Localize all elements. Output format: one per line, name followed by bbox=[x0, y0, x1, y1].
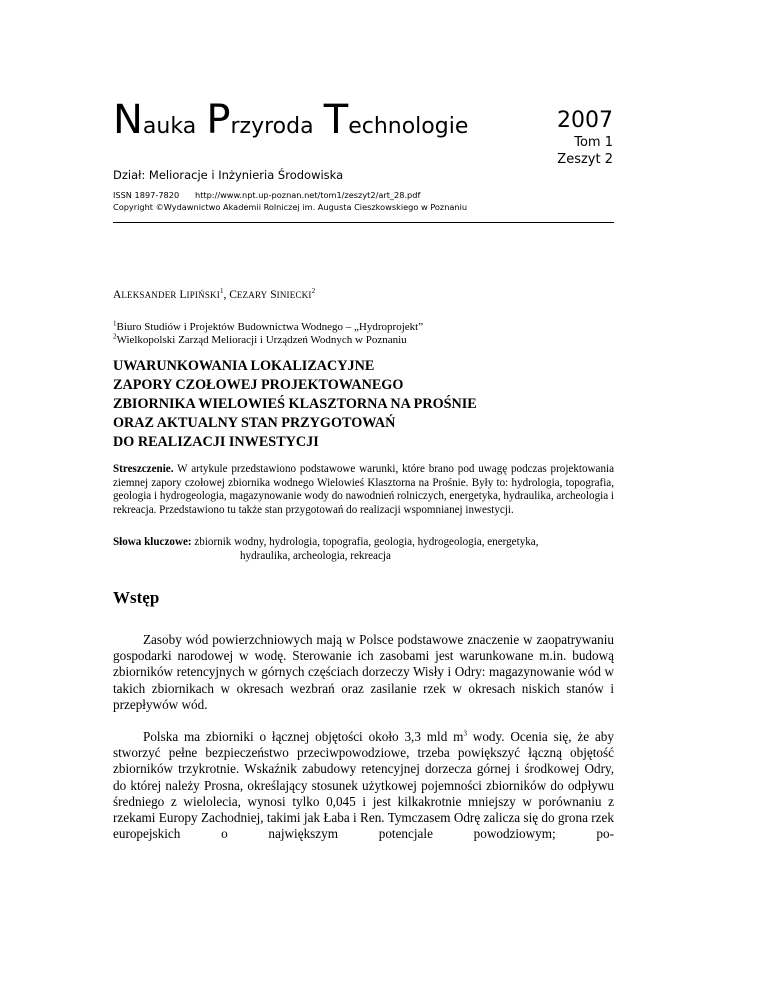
affiliation-2: $^2$Wielkopolski Zarząd Melioracji i Urządzeń Wodnych w Poznaniu bbox=[113, 332, 407, 346]
affiliations bbox=[113, 321, 423, 347]
journal-initial-p: P bbox=[206, 97, 231, 143]
keywords-line-2: hydraulika, archeologia, rekreacja bbox=[240, 549, 391, 562]
section-heading: Wstęp bbox=[113, 588, 160, 607]
article-url[interactable]: http://www.npt.up-poznan.net/tom1/zeszyt2/art_28.pdf bbox=[195, 190, 421, 200]
article-title bbox=[113, 357, 477, 452]
issue-info bbox=[557, 108, 613, 168]
keywords bbox=[113, 536, 614, 563]
journal-year: 2007 bbox=[557, 108, 613, 133]
publication-meta bbox=[113, 189, 467, 213]
issn: ISSN 1897-7820 bbox=[113, 190, 180, 200]
header-divider bbox=[113, 222, 614, 223]
superscript-3: 3 bbox=[463, 729, 467, 738]
affiliation-1: $^1$Biuro Studiów i Projektów Budownictwa Wodnego – „Hydroprojekt” bbox=[113, 319, 424, 333]
abstract-text: W artykule przedstawiono podstawowe warunki, które brano pod uwagę podczas projektowania ziemnej zapory czołowej zbiornika wodnego Wielowieś Klasztorna na Prośnie. Były to: hydrologia, topografia, geologia i hydrogeologia, magazynowanie wody do nawodnień rolniczych, energetyka, hydraulika, archeologia i rekreacja. Przedstawiono tu także stan przygotowań do realizacji wspomnianej inwestycji. bbox=[113, 463, 615, 516]
journal-initial-t: T bbox=[323, 97, 349, 143]
journal-word-rest-3: echnologie bbox=[348, 114, 469, 139]
keywords-label: Słowa kluczowe: bbox=[113, 536, 192, 548]
body-paragraph-2: Polska ma zbiorniki o łącznej objętości około 3,3 mld $m^3$ wody. Ocenia się, że aby stworzyć pełne bezpieczeństwo przeciwpowodziowe, trzeba powiększyć łączną objętość zbiorników trzykrotnie. Wskaźnik zabudowy retencyjnej dorzecza górnej i środkowej Odry, do której należy Prosna, określający stosunek użytkowej pojemności zbiorników do odpływu średniego z wielolecia, wynosi tylko 0,045 i jest kilkakrotnie mniejszy w porównaniu z rzekami Europy Zachodniej, takimi jak Łaba i Ren. Tymczasem Odrę zalicza się do grona rzek europejskich o największym potencjale powodziowym; po- bbox=[113, 729, 614, 842]
title-line: ZAPORY CZOŁOWEJ PROJEKTOWANEGO bbox=[113, 377, 404, 393]
title-line: DO REALIZACJI INWESTYCJI bbox=[113, 434, 319, 450]
author-2: CEZARY SINIECKI$^2$ bbox=[229, 287, 316, 301]
copyright: Copyright ©Wydawnictwo Akademii Rolniczej im. Augusta Cieszkowskiego w Poznaniu bbox=[113, 202, 468, 212]
abstract bbox=[113, 463, 614, 517]
title-line: UWARUNKOWANIA LOKALIZACYJNE bbox=[113, 358, 375, 374]
authors: ALEKSANDER LIPIŃSKI$^1$, CEZARY SINIECKI$^2$ bbox=[113, 287, 316, 301]
journal-word-rest-2: rzyroda bbox=[230, 114, 314, 139]
journal-issue: Zeszyt 2 bbox=[557, 152, 613, 167]
body-paragraph-1: Zasoby wód powierzchniowych mają w Polsce podstawowe znaczenie w zaopatrywaniu gospodarki narodowej w wodę. Sterowanie ich zasobami jest warunkowane m.in. budową zbiorników retencyjnych w górnych częściach dorzeczy Wisły i Odry: magazynowanie wód w takich zbiornikach w okresach wezbrań oraz zasilanie rzek w okresach niskich stanów i przepływów wód. bbox=[113, 632, 614, 712]
journal-initial-n: N bbox=[113, 97, 143, 143]
keywords-line-1: zbiornik wodny, hydrologia, topografia, geologia, hydrogeologia, energetyka, bbox=[194, 536, 539, 548]
abstract-label: Streszczenie. bbox=[113, 463, 174, 475]
title-line: ZBIORNIKA WIELOWIEŚ KLASZTORNA NA PROŚNIE bbox=[113, 396, 477, 412]
title-line: ORAZ AKTUALNY STAN PRZYGOTOWAŃ bbox=[113, 415, 396, 431]
journal-volume: Tom 1 bbox=[574, 135, 613, 150]
journal-section: Dział: Melioracje i Inżynieria Środowiska bbox=[113, 168, 344, 182]
journal-title bbox=[113, 97, 469, 143]
journal-word-rest-1: auka bbox=[142, 114, 197, 139]
author-1: ALEKSANDER LIPIŃSKI$^1$ bbox=[113, 287, 224, 301]
